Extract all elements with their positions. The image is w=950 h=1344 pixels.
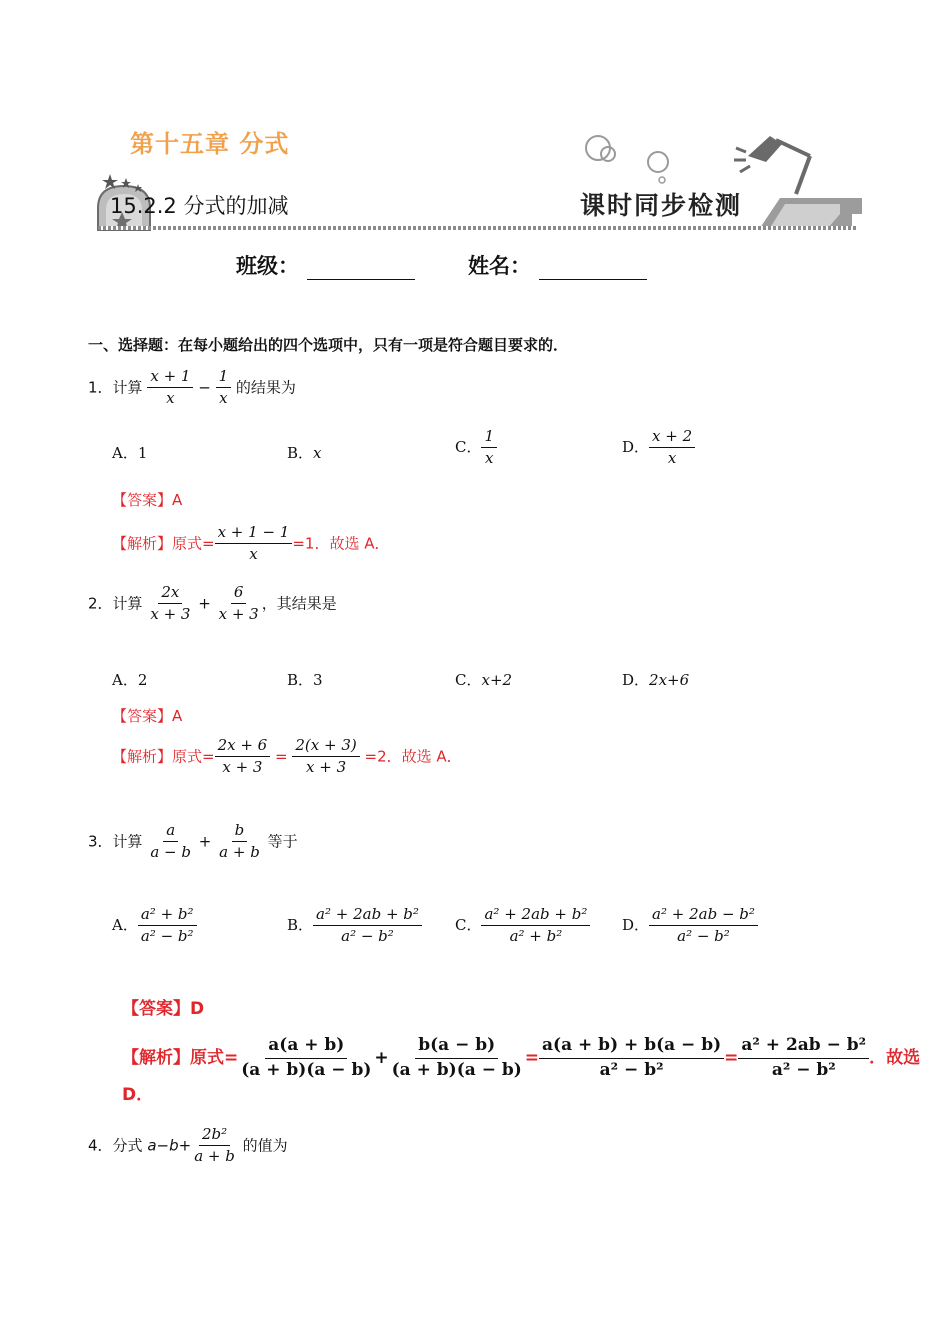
bubbles-icon bbox=[580, 130, 700, 190]
option-d[interactable]: D． $\frac{x + 2}{x}$ bbox=[622, 428, 695, 468]
question-3 bbox=[88, 822, 298, 862]
question-suffix: 的结果为 bbox=[235, 378, 296, 397]
question-suffix: ，其结果是 bbox=[261, 594, 337, 613]
fraction: $\frac{a}{a - b}$ bbox=[150, 821, 191, 862]
tagline: 课时同步检测 bbox=[580, 191, 743, 220]
question-suffix: 等于 bbox=[267, 832, 298, 851]
option-b[interactable]: B．x bbox=[287, 444, 322, 462]
class-field bbox=[236, 250, 415, 280]
question-4 bbox=[88, 1126, 288, 1166]
class-label: 班级： bbox=[236, 254, 299, 278]
name-field bbox=[468, 250, 647, 280]
option-d[interactable]: D． $\frac{\text{a² + 2ab − b²}}{\text{a² − b²}}$ bbox=[622, 906, 758, 946]
option-b[interactable]: B． $\frac{\text{a² + 2ab + b²}}{\text{a² − b²}}$ bbox=[287, 906, 422, 946]
question-suffix: 的值为 bbox=[242, 1136, 288, 1155]
analysis-1: 【解析】原式= $\frac{x + 1 - 1}{x}$ =1．故选 A． bbox=[112, 523, 390, 564]
section-title: 15.2.2 分式的加减 bbox=[110, 194, 289, 218]
question-2 bbox=[88, 584, 337, 624]
question-number: 2． bbox=[88, 594, 113, 613]
class-blank[interactable] bbox=[307, 259, 415, 280]
question-1 bbox=[88, 368, 296, 408]
option-d[interactable]: D．2x+6 bbox=[622, 671, 690, 689]
operator: + bbox=[198, 594, 211, 613]
answer-1: 【答案】A bbox=[112, 491, 183, 509]
analysis-3: 【解析】原式= $\frac{a(a + b)}{(a + b)(a - b)}$ + $\frac{b(a - b)}{(a + b)(a - b)}$ = $\frac{a(a + b) + b(a - b)}{\text{a² − b²}}$ = $\frac{\text{a² + 2ab − b²}}{\text{a² − b²}}$ ．故选 D． bbox=[122, 1035, 921, 1106]
answer-3: 【答案】D bbox=[122, 999, 205, 1019]
expression-lead: a−b+ bbox=[147, 1136, 192, 1155]
fraction: $\frac{b}{a + b}$ bbox=[219, 821, 260, 862]
operator: − bbox=[198, 378, 211, 397]
fraction: $\frac{6}{x + 3}$ bbox=[218, 583, 259, 624]
banner-divider bbox=[98, 226, 858, 230]
desk-lamp-icon bbox=[730, 126, 820, 196]
question-prefix: 分式 bbox=[112, 1136, 143, 1155]
question-prefix: 计算 bbox=[112, 378, 143, 397]
fraction: $\frac{x + 1}{x}$ bbox=[147, 368, 193, 408]
option-c[interactable]: C． $\frac{\text{a² + 2ab + b²}}{\text{a² + b²}}$ bbox=[455, 906, 590, 946]
question-prefix: 计算 bbox=[112, 594, 143, 613]
fraction: $\frac{2x}{x + 3}$ bbox=[150, 583, 191, 624]
analysis-2: 【解析】原式= $\frac{2x + 6}{x + 3}$ = $\frac{2(x + 3)}{x + 3}$ =2．故选 A． bbox=[112, 736, 462, 777]
option-c[interactable]: C．x+2 bbox=[455, 671, 513, 689]
option-b[interactable]: B．3 bbox=[287, 671, 323, 689]
answer-2: 【答案】A bbox=[112, 707, 183, 725]
option-c[interactable]: C． $\frac{1}{x}$ bbox=[455, 428, 497, 468]
question-number: 3． bbox=[88, 832, 113, 851]
option-a[interactable]: A．1 bbox=[112, 444, 148, 462]
question-prefix: 计算 bbox=[112, 832, 143, 851]
option-a[interactable]: A． $\frac{\text{a² + b²}}{\text{a² − b²}}$ bbox=[112, 906, 197, 946]
chapter-title: 第十五章 分式 bbox=[130, 130, 290, 158]
question-number: 1． bbox=[88, 378, 113, 397]
fraction: $\frac{\text{2b²}}{a + b}$ bbox=[194, 1125, 235, 1166]
fraction: $\frac{1}{x}$ bbox=[216, 368, 232, 408]
question-number: 4． bbox=[88, 1136, 113, 1155]
option-a[interactable]: A．2 bbox=[112, 671, 148, 689]
name-blank[interactable] bbox=[539, 259, 647, 280]
operator: + bbox=[198, 832, 212, 851]
section-heading: 一、选择题：在每小题给出的四个选项中，只有一项是符合题目要求的． bbox=[88, 336, 569, 354]
name-label: 姓名： bbox=[468, 254, 531, 278]
